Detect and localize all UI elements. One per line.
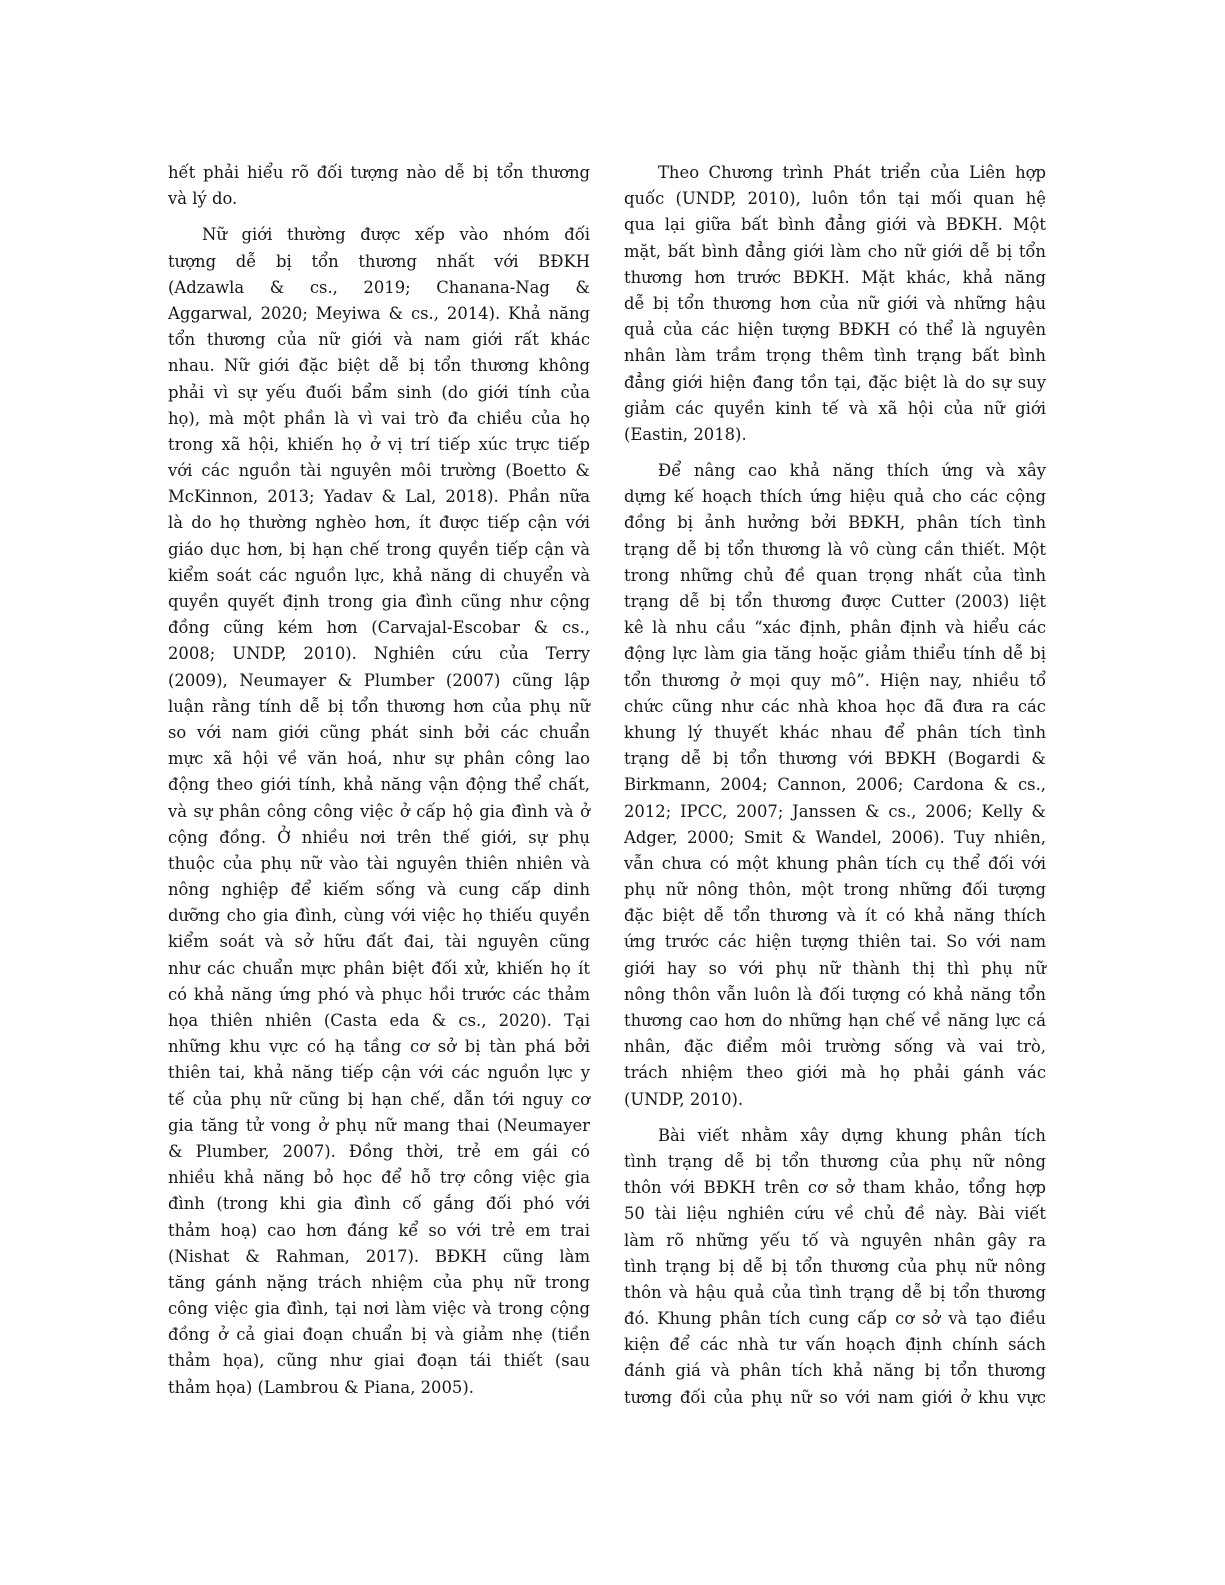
text-line: dễ bị tổn thương hơn của nữ giới và những hậu — [624, 293, 1046, 313]
text-line: quả của các hiện tượng BĐKH có thể là nguyên — [624, 320, 1046, 340]
text-line: & Plumber, 2007). Đồng thời, trẻ em gái có — [168, 1141, 590, 1161]
text-line: đồng cũng kém hơn (Carvajal-Escobar & cs., — [168, 618, 590, 638]
text-line: như các chuẩn mực phân biệt đối xử, khiến họ ít — [168, 958, 590, 978]
text-line: ứng trước các hiện tượng thiên tai. So với nam — [624, 932, 1046, 952]
text-line: trong xã hội, khiến họ ở vị trí tiếp xúc trực tiếp — [168, 434, 590, 454]
text-line: nhân làm trầm trọng thêm tình trạng bất bình — [624, 346, 1046, 366]
text-line: hết phải hiểu rõ đối tượng nào dễ bị tổn thương — [168, 163, 590, 182]
text-line: nhân, đặc điểm môi trường sống và vai trò, — [624, 1037, 1046, 1057]
text-line: kiện để các nhà tư vấn hoạch định chính sách — [624, 1335, 1046, 1355]
text-line: chức cũng như các nhà khoa học đã đưa ra các — [624, 696, 1046, 716]
text-line: mặt, bất bình đẳng giới làm cho nữ giới dễ bị tổn — [624, 241, 1046, 261]
text-line: 2008; UNDP, 2010). Nghiên cứu của Terry — [168, 644, 590, 664]
text-line: mực xã hội về văn hoá, như sự phân công lao — [168, 749, 590, 769]
text-line: thảm họa) (Lambrou & Piana, 2005). — [168, 1377, 474, 1397]
text-line: (Adzawla & cs., 2019; Chanana-Nag & — [168, 277, 590, 297]
text-line: nhau. Nữ giới đặc biệt dễ bị tổn thương không — [168, 356, 590, 376]
text-line: trạng dễ bị tổn thương là vô cùng cần thiết. Một — [624, 539, 1046, 559]
text-line: nông nghiệp để kiếm sống và cung cấp dinh — [168, 880, 590, 900]
text-line: cộng đồng. Ở nhiều nơi trên thế giới, sự phụ — [168, 827, 590, 847]
text-line: trong những chủ đề quan trọng nhất của tình — [624, 565, 1046, 585]
text-line: thương hơn trước BĐKH. Mặt khác, khả năng — [624, 267, 1046, 287]
text-line: nhiều khả năng bỏ học để hỗ trợ công việc gia — [168, 1168, 590, 1188]
text-line: đình (trong khi gia đình cố gắng đối phó với — [168, 1194, 590, 1214]
text-line: tăng gánh nặng trách nhiệm của phụ nữ trong — [168, 1272, 590, 1292]
text-line: vẫn chưa có một khung phân tích cụ thể đối với — [624, 853, 1046, 873]
text-line: đồng bị ảnh hưởng bởi BĐKH, phân tích tình — [624, 513, 1046, 533]
text-line: Adger, 2000; Smit & Wandel, 2006). Tuy nhiên, — [624, 827, 1046, 847]
text-line: làm rõ những yếu tố và nguyên nhân gây ra — [624, 1230, 1046, 1250]
text-line: khung lý thuyết khác nhau để phân tích tình — [624, 722, 1046, 742]
text-line: (Nishat & Rahman, 2017). BĐKH cũng làm — [168, 1246, 590, 1266]
text-line: và sự phân công công việc ở cấp hộ gia đình và ở — [168, 801, 590, 821]
text-line: tương đối của phụ nữ so với nam giới ở khu vực — [624, 1387, 1046, 1407]
text-line: (UNDP, 2010). — [624, 1089, 744, 1109]
text-line: dưỡng cho gia đình, cùng với việc họ thiếu quyền — [168, 906, 590, 926]
text-line: quyền quyết định trong gia đình cũng như cộng — [168, 592, 590, 611]
text-line: thôn với BĐKH trên cơ sở tham khảo, tổng hợp — [624, 1178, 1046, 1198]
text-line: thôn và hậu quả của tình trạng dễ bị tổn thương — [624, 1282, 1046, 1302]
text-line: động theo giới tính, khả năng vận động thể chất, — [168, 775, 590, 795]
text-line: tình trạng dễ bị tổn thương của phụ nữ nông — [624, 1151, 1046, 1171]
text-line: trạng dễ bị tổn thương được Cutter (2003) liệt — [624, 592, 1046, 611]
text-line: với các nguồn tài nguyên môi trường (Boetto & — [168, 461, 590, 481]
text-line: luận rằng tính dễ bị tổn thương hơn của phụ nữ — [168, 696, 590, 716]
text-line: giảm các quyền kinh tế và xã hội của nữ giới — [624, 398, 1046, 418]
paragraph — [624, 160, 1046, 448]
text-line: họa thiên nhiên (Casta eda & cs., 2020). Tại — [168, 1011, 590, 1030]
text-line: đặc biệt dễ tổn thương và ít có khả năng thích — [624, 906, 1046, 926]
text-line: và lý do. — [168, 189, 238, 209]
paragraph — [168, 222, 590, 1400]
text-line: thuộc của phụ nữ vào tài nguyên thiên nhiên và — [168, 853, 590, 873]
text-line: trạng dễ bị tổn thương với BĐKH (Bogardi & — [624, 749, 1046, 769]
paragraph — [624, 458, 1046, 1113]
text-line: Theo Chương trình Phát triển của Liên hợp — [658, 163, 1046, 182]
text-line: trách nhiệm theo giới mà họ phải gánh vác — [624, 1063, 1046, 1083]
text-line: McKinnon, 2013; Yadav & Lal, 2018). Phần nữa — [168, 487, 590, 507]
text-line: Aggarwal, 2020; Meyiwa & cs., 2014). Khả năng — [168, 303, 590, 323]
text-line: những khu vực có hạ tầng cơ sở bị tàn phá bởi — [168, 1037, 590, 1057]
text-line: 2012; IPCC, 2007; Janssen & cs., 2006; Kelly & — [624, 801, 1046, 821]
text-line: gia tăng tử vong ở phụ nữ mang thai (Neumayer — [168, 1115, 590, 1135]
paragraph — [624, 1123, 1046, 1411]
text-line: thương cao hơn do những hạn chế về năng lực cá — [624, 1011, 1046, 1030]
text-line: tổn thương ở mọi quy mô”. Hiện nay, nhiều tổ — [624, 670, 1046, 690]
left-text-column — [168, 160, 590, 1401]
text-line: qua lại giữa bất bình đẳng giới và BĐKH. Một — [624, 215, 1046, 235]
text-line: tình trạng bị dễ bị tổn thương của phụ nữ nông — [624, 1256, 1046, 1276]
text-line: đồng ở cả giai đoạn chuẩn bị và giảm nhẹ (tiền — [168, 1325, 590, 1345]
text-line: đó. Khung phân tích cung cấp cơ sở và tạo điều — [624, 1309, 1046, 1329]
text-line: giáo dục hơn, bị hạn chế trong quyền tiếp cận và — [168, 539, 590, 559]
text-line: (Eastin, 2018). — [624, 424, 747, 444]
text-line: giới hay so với phụ nữ thành thị thì phụ nữ — [624, 958, 1046, 978]
text-line: thảm hoạ) cao hơn đáng kể so với trẻ em trai — [168, 1220, 590, 1240]
text-line: 50 tài liệu nghiên cứu về chủ đề này. Bài viết — [624, 1204, 1046, 1224]
text-line: tế của phụ nữ cũng bị hạn chế, dẫn tới nguy cơ — [168, 1089, 590, 1109]
text-line: Birkmann, 2004; Cannon, 2006; Cardona & cs., — [624, 775, 1046, 795]
text-line: dựng kế hoạch thích ứng hiệu quả cho các cộng — [624, 487, 1046, 507]
text-line: Nữ giới thường được xếp vào nhóm đối — [202, 225, 590, 245]
text-line: (2009), Neumayer & Plumber (2007) cũng lập — [168, 670, 590, 690]
text-line: Bài viết nhằm xây dựng khung phân tích — [658, 1125, 1046, 1145]
text-line: là do họ thường nghèo hơn, ít được tiếp cận với — [168, 513, 590, 533]
text-line: so với nam giới cũng phát sinh bởi các chuẩn — [168, 722, 590, 742]
text-line: họ), mà một phần là vì vai trò đa chiều của họ — [168, 408, 590, 428]
text-line: Để nâng cao khả năng thích ứng và xây — [658, 461, 1046, 481]
text-line: kiểm soát và sở hữu đất đai, tài nguyên cũng — [168, 932, 590, 952]
text-line: thiên tai, khả năng tiếp cận với các nguồn lực y — [168, 1063, 590, 1083]
text-line: công việc gia đình, tại nơi làm việc và trong cộng — [168, 1299, 590, 1319]
text-line: nông thôn vẫn luôn là đối tượng có khả năng tổn — [624, 984, 1046, 1004]
right-text-column — [624, 160, 1046, 1411]
text-line: kê là nhu cầu “xác định, phân định và hiểu các — [624, 618, 1046, 638]
text-line: phụ nữ nông thôn, một trong những đối tượng — [624, 880, 1046, 900]
text-line: thảm họa), cũng như giai đoạn tái thiết (sau — [168, 1351, 590, 1371]
text-line: phải vì sự yếu đuối bẩm sinh (do giới tính của — [168, 382, 590, 402]
text-line: tượng dễ bị tổn thương nhất với BĐKH — [168, 251, 590, 271]
paragraph — [168, 160, 590, 212]
text-line: quốc (UNDP, 2010), luôn tồn tại mối quan hệ — [624, 189, 1046, 209]
text-line: tổn thương của nữ giới và nam giới rất khác — [168, 330, 590, 350]
text-line: đẳng giới hiện đang tồn tại, đặc biệt là do sự suy — [624, 372, 1046, 392]
text-line: động lực làm gia tăng hoặc giảm thiểu tính dễ bị — [624, 644, 1046, 664]
text-line: có khả năng ứng phó và phục hồi trước các thảm — [168, 984, 590, 1004]
text-line: kiểm soát các nguồn lực, khả năng di chuyển và — [168, 565, 590, 585]
text-line: đánh giá và phân tích khả năng bị tổn thương — [624, 1361, 1046, 1381]
